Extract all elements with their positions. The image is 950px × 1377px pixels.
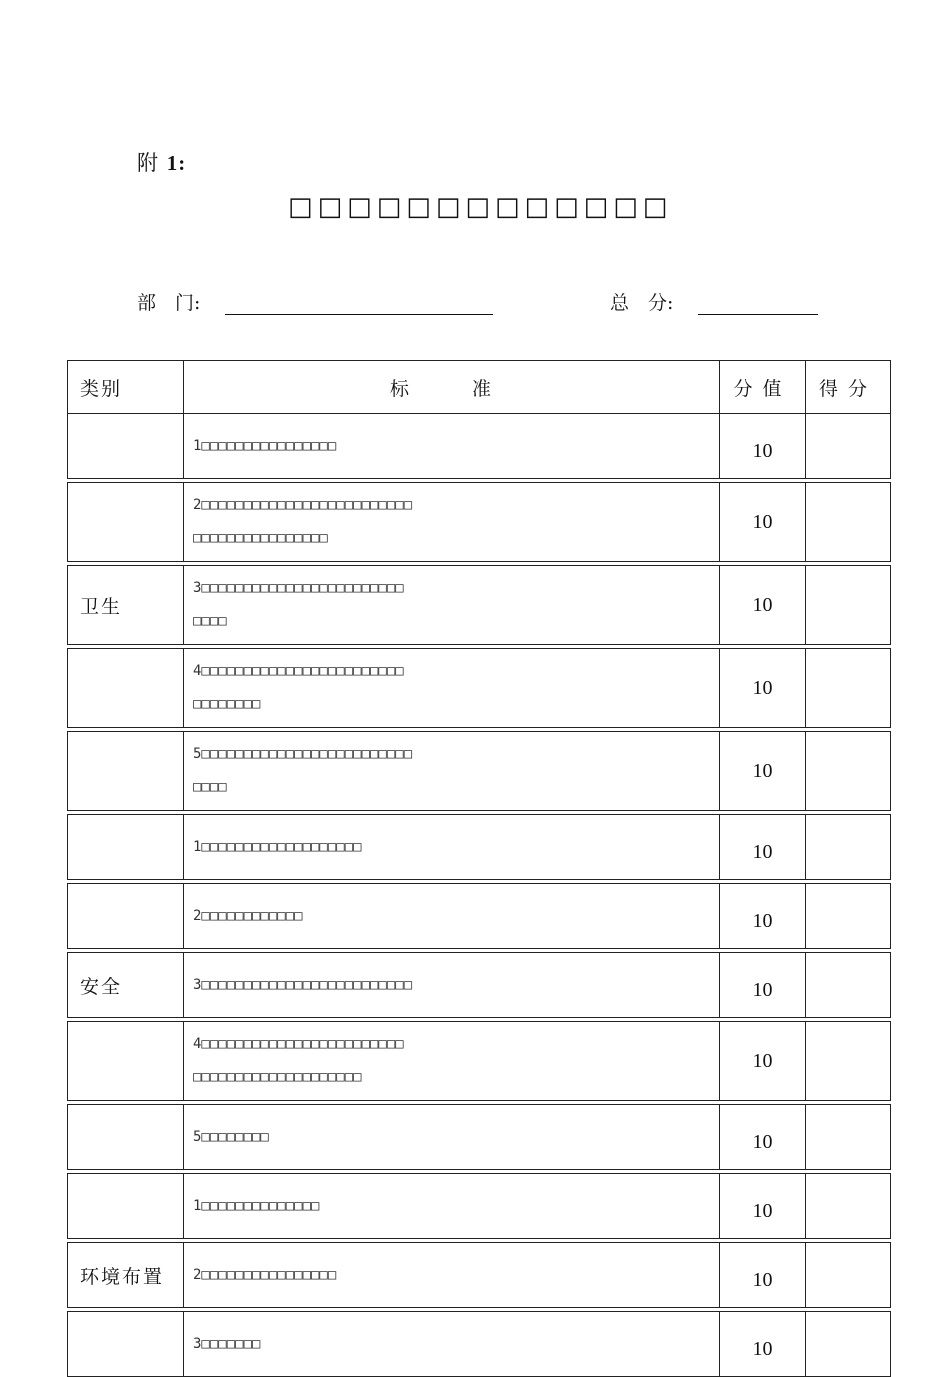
standard-text-line: □□□□ xyxy=(193,779,227,795)
category-cell xyxy=(68,732,184,811)
table-row xyxy=(68,566,891,645)
category-cell xyxy=(68,1312,184,1377)
standard-text-line: 2□□□□□□□□□□□□□□□□□□□□□□□□□ xyxy=(193,497,413,513)
standard-text-line: 5□□□□□□□□□□□□□□□□□□□□□□□□□ xyxy=(193,746,413,762)
table-row xyxy=(68,483,891,562)
table-row xyxy=(68,1105,891,1170)
score-table xyxy=(67,360,891,1377)
standard-cell xyxy=(184,815,720,880)
score-input-cell[interactable] xyxy=(806,1174,891,1239)
standard-text-line: □□□□□□□□□□□□□□□□ xyxy=(193,530,328,546)
annex-prefix: 附 xyxy=(137,151,159,175)
department-label: 部 门: xyxy=(137,292,201,314)
standard-cell xyxy=(184,566,720,645)
standard-text-line: 1□□□□□□□□□□□□□□□□ xyxy=(193,437,337,454)
table-row xyxy=(68,953,891,1018)
table-row xyxy=(68,1022,891,1101)
standard-cell xyxy=(184,732,720,811)
standard-cell xyxy=(184,649,720,728)
standard-cell xyxy=(184,1105,720,1170)
value-cell: 10 xyxy=(720,1312,806,1377)
score-input-cell[interactable] xyxy=(806,732,891,811)
value-cell: 10 xyxy=(720,1105,806,1170)
value-cell: 10 xyxy=(720,1243,806,1308)
value-cell: 10 xyxy=(720,953,806,1018)
category-cell xyxy=(68,414,184,479)
category-cell xyxy=(68,1105,184,1170)
standard-cell xyxy=(184,1174,720,1239)
value-cell: 10 xyxy=(720,884,806,949)
score-input-cell[interactable] xyxy=(806,649,891,728)
annex-number: 1: xyxy=(166,151,187,175)
standard-text-line: 2□□□□□□□□□□□□ xyxy=(193,907,303,924)
standard-text-line: 4□□□□□□□□□□□□□□□□□□□□□□□□ xyxy=(193,663,404,679)
header-value: 分值 xyxy=(720,361,806,414)
table-body xyxy=(68,414,891,1377)
score-input-cell[interactable] xyxy=(806,1312,891,1377)
score-input-cell[interactable] xyxy=(806,1243,891,1308)
header-score: 得分 xyxy=(806,361,891,414)
category-cell: 安全 xyxy=(68,953,184,1018)
value-cell: 10 xyxy=(720,1022,806,1101)
standard-cell xyxy=(184,1022,720,1101)
category-cell xyxy=(68,815,184,880)
value-cell: 10 xyxy=(720,483,806,562)
table-row xyxy=(68,414,891,479)
value-cell: 10 xyxy=(720,566,806,645)
header-category: 类别 xyxy=(68,361,184,414)
standard-cell xyxy=(184,1243,720,1308)
document-title: □□□□□□□□□□□□□ xyxy=(288,192,673,222)
value-cell: 10 xyxy=(720,815,806,880)
standard-text-line: 3□□□□□□□ xyxy=(193,1335,261,1352)
value-cell: 10 xyxy=(720,1174,806,1239)
standard-text-line: 3□□□□□□□□□□□□□□□□□□□□□□□□□ xyxy=(193,976,413,993)
table-row xyxy=(68,732,891,811)
score-input-cell[interactable] xyxy=(806,566,891,645)
score-input-cell[interactable] xyxy=(806,483,891,562)
standard-text-line: 1□□□□□□□□□□□□□□ xyxy=(193,1197,320,1214)
value-cell: 10 xyxy=(720,732,806,811)
standard-text-line: 2□□□□□□□□□□□□□□□□ xyxy=(193,1266,337,1283)
standard-text-line: 5□□□□□□□□ xyxy=(193,1128,269,1145)
table-row xyxy=(68,815,891,880)
value-cell: 10 xyxy=(720,414,806,479)
standard-text-line: □□□□□□□□ xyxy=(193,696,261,712)
category-cell xyxy=(68,884,184,949)
category-cell xyxy=(68,483,184,562)
value-cell: 10 xyxy=(720,649,806,728)
table-row xyxy=(68,1243,891,1308)
standard-cell xyxy=(184,483,720,562)
score-input-cell[interactable] xyxy=(806,815,891,880)
header-standard: 标 准 xyxy=(184,361,720,414)
score-input-cell[interactable] xyxy=(806,1105,891,1170)
standard-cell xyxy=(184,414,720,479)
category-cell: 环境布置 xyxy=(68,1243,184,1308)
category-cell: 卫生 xyxy=(68,566,184,645)
standard-text-line: □□□□ xyxy=(193,613,227,629)
table-row xyxy=(68,1174,891,1239)
standard-text-line: 3□□□□□□□□□□□□□□□□□□□□□□□□ xyxy=(193,580,404,596)
category-cell xyxy=(68,1174,184,1239)
table-header-row xyxy=(68,361,891,414)
total-score-blank-line[interactable] xyxy=(698,314,818,315)
standard-text-line: 4□□□□□□□□□□□□□□□□□□□□□□□□ xyxy=(193,1036,404,1052)
category-cell xyxy=(68,1022,184,1101)
score-input-cell[interactable] xyxy=(806,1022,891,1101)
standard-cell xyxy=(184,884,720,949)
category-cell xyxy=(68,649,184,728)
score-input-cell[interactable] xyxy=(806,953,891,1018)
score-input-cell[interactable] xyxy=(806,414,891,479)
table-row xyxy=(68,884,891,949)
standard-cell xyxy=(184,953,720,1018)
standard-text-line: □□□□□□□□□□□□□□□□□□□□ xyxy=(193,1069,362,1085)
table-row xyxy=(68,649,891,728)
standard-cell xyxy=(184,1312,720,1377)
score-input-cell[interactable] xyxy=(806,884,891,949)
table-row xyxy=(68,1312,891,1377)
annex-label xyxy=(137,147,186,177)
standard-text-line: 1□□□□□□□□□□□□□□□□□□□ xyxy=(193,838,362,855)
department-blank-line[interactable] xyxy=(225,314,493,315)
total-score-label: 总 分: xyxy=(610,292,674,314)
